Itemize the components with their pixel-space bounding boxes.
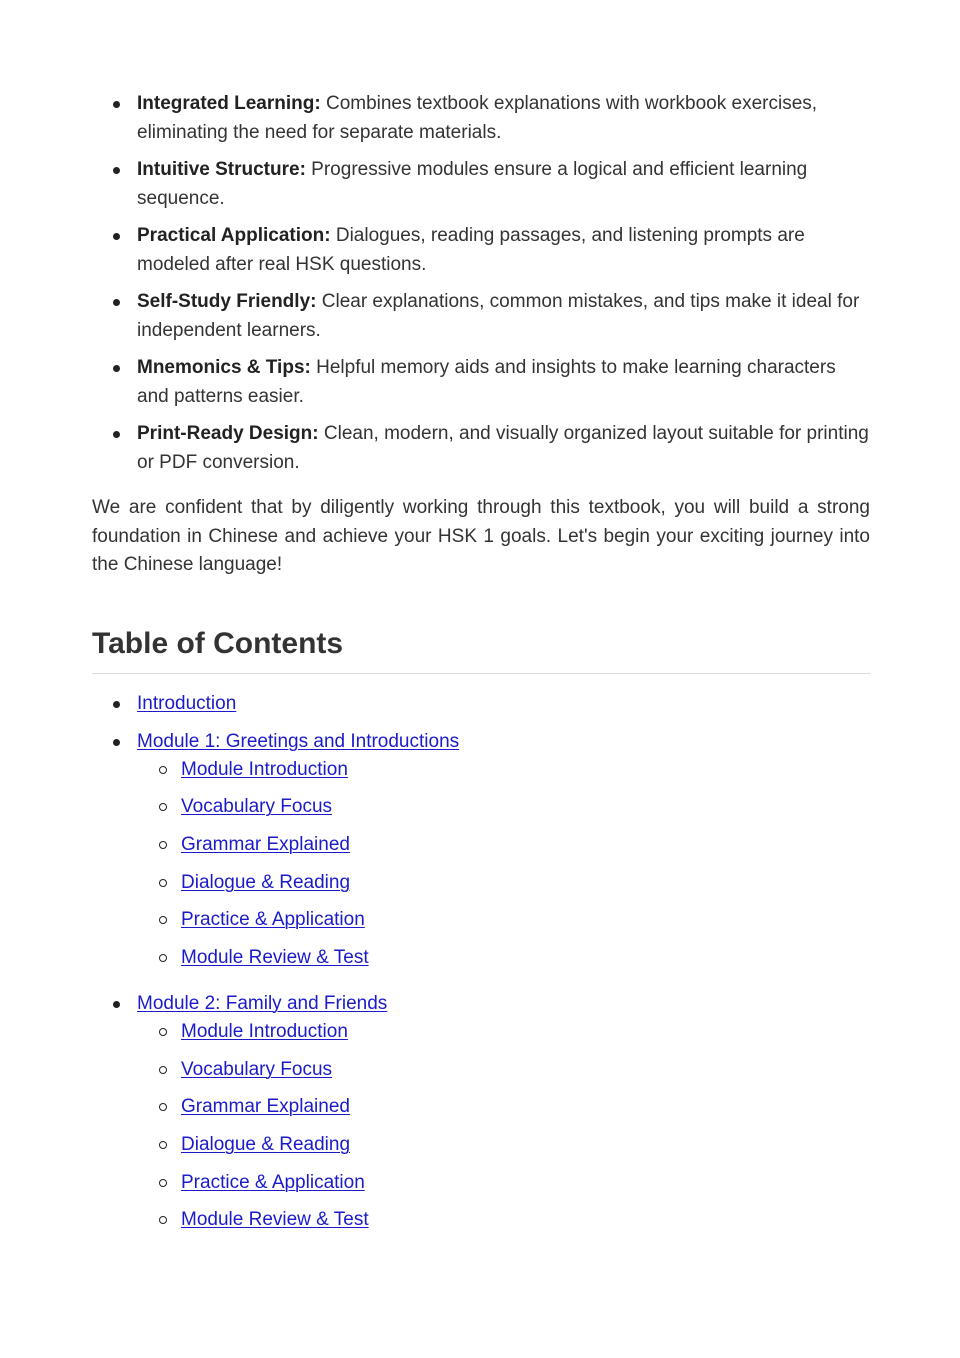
toc-subitem xyxy=(181,1018,870,1046)
closing-paragraph: We are confident that by diligently working through this textbook, you will build a strong foundation in Chinese and achieve your HSK 1 goals. Let's begin your exciting journey into the Chinese language! xyxy=(92,497,870,575)
toc-sublist-module-2 xyxy=(137,1018,870,1234)
toc-link-module-2-introduction[interactable]: Module Introduction xyxy=(181,1020,348,1042)
feature-term: Practical Application: xyxy=(137,225,331,246)
feature-text: Combines textbook explanations with workbook exercises, eliminating the need for separate materials. xyxy=(137,93,818,143)
toc-link-module-1-review[interactable]: Module Review & Test xyxy=(181,946,369,968)
feature-text: Clear explanations, common mistakes, and tips make it ideal for independent learners. xyxy=(137,291,860,341)
toc-item-introduction xyxy=(137,690,870,718)
feature-item xyxy=(137,354,870,411)
toc-subitem xyxy=(181,756,870,784)
feature-text: Helpful memory aids and insights to make learning characters and patterns easier. xyxy=(137,357,836,407)
feature-term: Self-Study Friendly: xyxy=(137,291,317,312)
toc-subitem xyxy=(181,1093,870,1121)
document-content xyxy=(92,90,870,1252)
feature-list xyxy=(92,90,870,477)
feature-term: Intuitive Structure: xyxy=(137,159,306,180)
toc-link-module-1-vocabulary[interactable]: Vocabulary Focus xyxy=(181,796,333,818)
feature-item xyxy=(137,222,870,279)
toc-subitem xyxy=(181,944,870,972)
toc-link-module-2-review[interactable]: Module Review & Test xyxy=(181,1209,369,1231)
toc-link-introduction[interactable]: Introduction xyxy=(137,692,237,714)
toc-link-module-1-introduction[interactable]: Module Introduction xyxy=(181,758,348,780)
feature-text: Dialogues, reading passages, and listening prompts are modeled after real HSK questions. xyxy=(137,225,805,275)
toc-link-module-1-practice[interactable]: Practice & Application xyxy=(181,909,365,931)
feature-item xyxy=(137,90,870,147)
toc-link-module-2-dialogue[interactable]: Dialogue & Reading xyxy=(181,1134,351,1155)
toc-subitem xyxy=(181,906,870,934)
toc-link-module-1-dialogue[interactable]: Dialogue & Reading xyxy=(181,871,351,893)
toc-item-module-2 xyxy=(137,990,870,1234)
toc-link-module-2-practice[interactable]: Practice & Application xyxy=(181,1171,365,1193)
feature-term: Integrated Learning: xyxy=(137,93,321,114)
toc-link-module-2[interactable]: Module 2: Family and Friends xyxy=(137,992,388,1014)
toc-link-module-2-grammar[interactable]: Grammar Explained xyxy=(181,1096,350,1118)
toc-sublist-module-1 xyxy=(137,756,870,972)
feature-term: Print-Ready Design: xyxy=(137,423,319,444)
feature-text: Clean, modern, and visually organized layout suitable for printing or PDF conversion. xyxy=(137,423,869,473)
toc-subitem xyxy=(181,1169,870,1197)
toc-subitem xyxy=(181,1056,870,1084)
feature-item xyxy=(137,288,870,345)
toc-subitem xyxy=(181,1206,870,1234)
toc-item-module-1 xyxy=(137,728,870,972)
feature-text: Progressive modules ensure a logical and efficient learning sequence. xyxy=(137,159,808,209)
toc-subitem xyxy=(181,831,870,859)
toc-link-module-1[interactable]: Module 1: Greetings and Introductions xyxy=(137,730,460,752)
toc-link-module-2-vocabulary[interactable]: Vocabulary Focus xyxy=(181,1058,333,1080)
feature-item xyxy=(137,420,870,477)
toc-link-module-1-grammar[interactable]: Grammar Explained xyxy=(181,833,350,855)
feature-item xyxy=(137,156,870,213)
toc-list xyxy=(92,690,870,1235)
feature-term: Mnemonics & Tips: xyxy=(137,357,311,378)
toc-subitem xyxy=(181,793,870,821)
toc-subitem xyxy=(181,1131,870,1159)
toc-heading: Table of Contents xyxy=(92,624,870,674)
toc-subitem xyxy=(181,869,870,897)
